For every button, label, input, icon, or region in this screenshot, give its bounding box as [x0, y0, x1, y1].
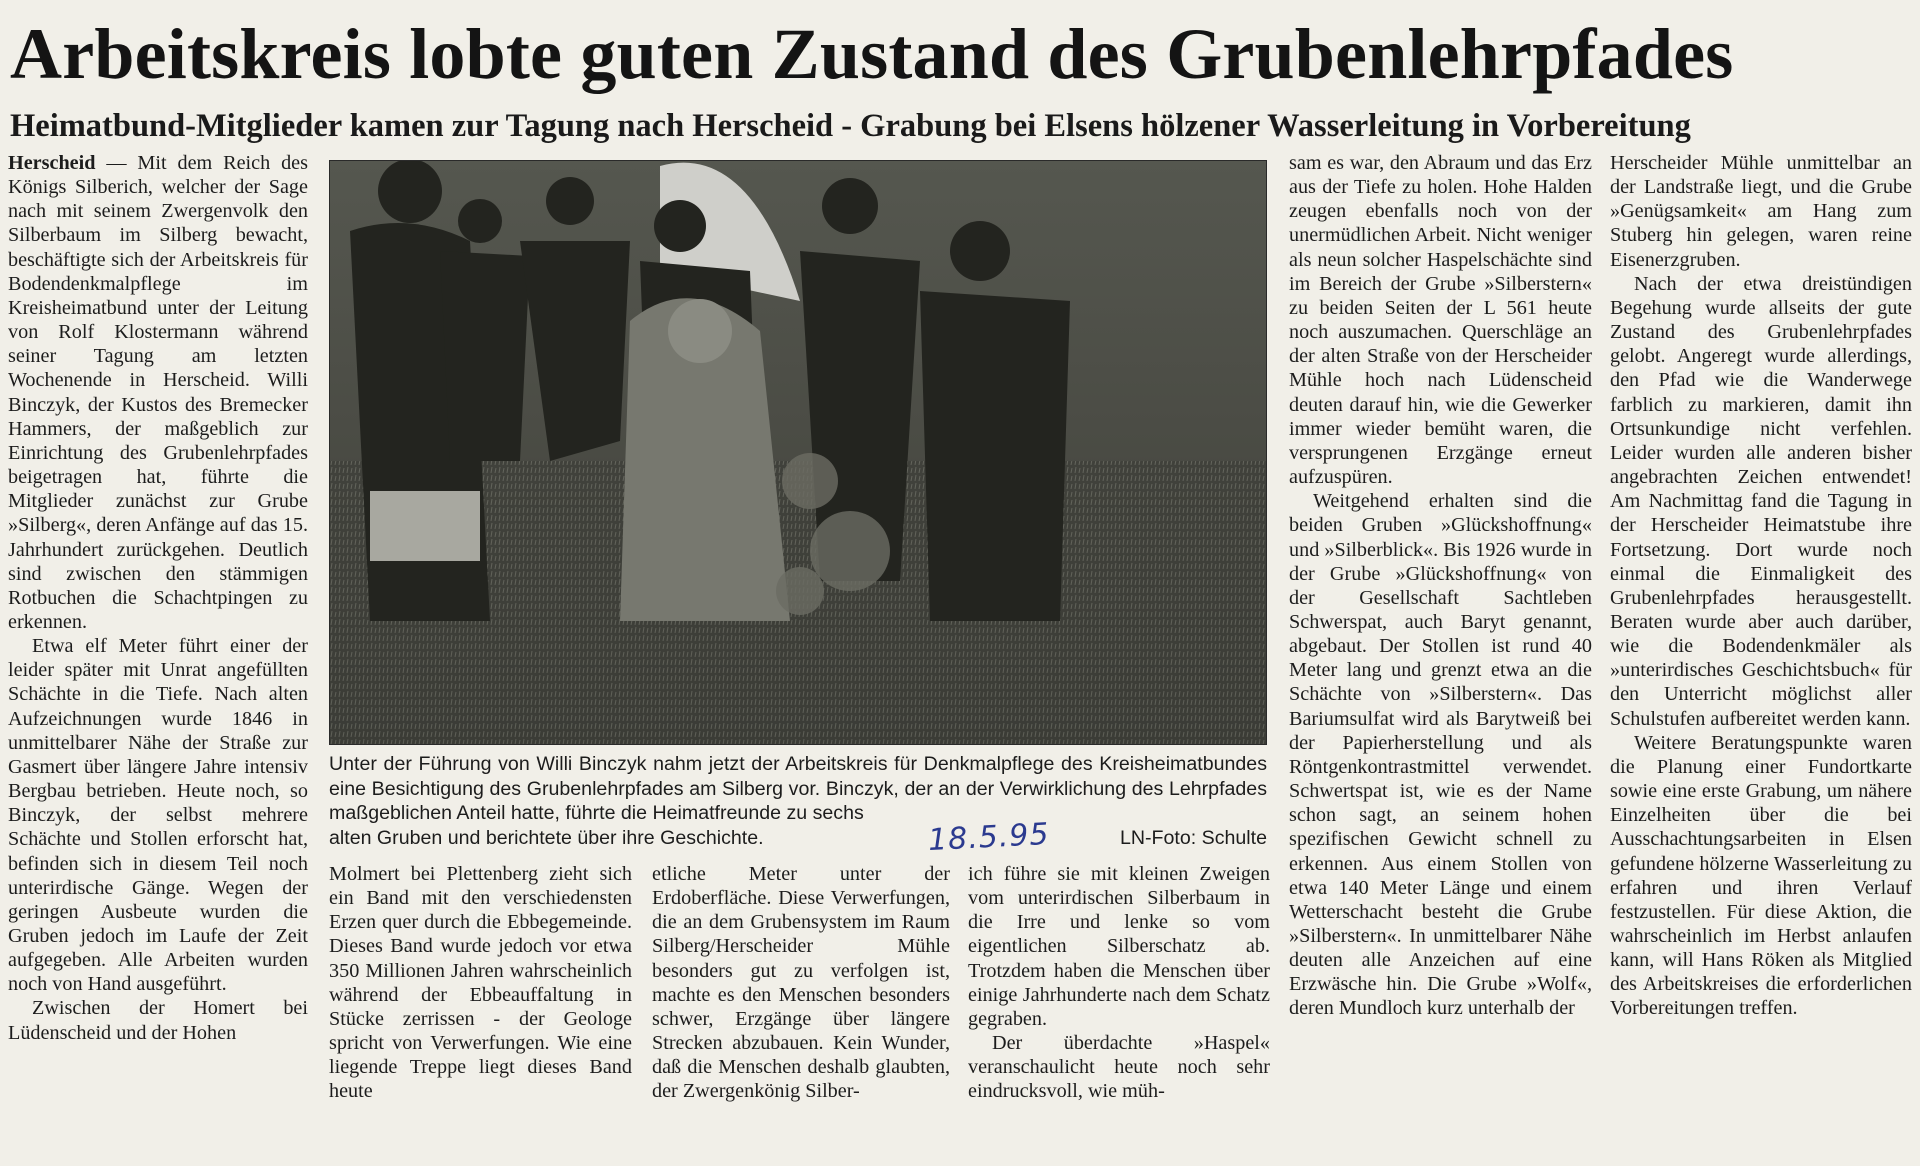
article-column-4	[968, 862, 1270, 1157]
group-photo-illustration	[330, 161, 1267, 745]
caption-last-line	[329, 826, 1267, 851]
caption-text: Unter der Führung von Willi Binczyk nahm jetzt der Arbeitskreis für Denkmalpflege des Kreisheimatbundes eine Besichtigung des Grubenlehrpfades am Silberg vor. Binczyk, der an der Verwirklichung des Lehrpfades maßgeblichen Anteil hatte, führte die Heimatfreunde zu sechs	[329, 753, 1267, 824]
dateline: Herscheid	[8, 152, 96, 174]
paragraph: Weitere Beratungspunkte waren die Planung einer Fundortkarte sowie eine erste Grabung, um nähere Einzelheiten über die bei Ausschachtungsarbeiten in Elsen gefundene hölzerne Wasserleitung zu erfahren und ihren Verlauf festzustellen. Für diese Aktion, die wahrscheinlich im Herbst anlaufen kann, will Hans Röken als Mitglied des Arbeitskreises die erforderlichen Vorbereitungen treffen.	[1610, 731, 1912, 1020]
paragraph-text: — Mit dem Reich des Königs Silberich, welcher der Sage nach mit seinem Zwergenvolk den Silberbaum im Silberg bewacht, beschäftigte sich der Arbeitskreis für Bodendenkmalpflege im Kreisheimatbund unter der Leitung von Rolf Klostermann während seiner Tagung am letzten Wochenende in Herscheid. Willi Binczyk, der Kustos des Bremecker Hammers, der maßgeblich zur Einrichtung des Grubenlehrpfades beigetragen hat, führte die Mitglieder zunächst zur Grube »Silberg«, deren Anfänge auf das 15. Jahrhundert zurückgehen. Deutlich sind zwischen den stämmigen Rotbuchen die Schachtpingen zu erkennen.	[8, 152, 308, 633]
paragraph: Zwischen der Homert bei Lüdenscheid und der Hohen	[8, 997, 308, 1044]
article-column-5	[1289, 151, 1592, 1146]
article-column-2	[329, 862, 632, 1157]
photo-caption	[329, 752, 1267, 850]
paragraph: Weitgehend erhalten sind die beiden Gruben »Glückshoffnung« und »Silberblick«. Bis 1926 wurde in der Grube »Glückshoffnung« von der Gesellschaft Sachtleben Schwerspat, auch Baryt genannt, abgebaut. Der Stollen ist rund 40 Meter lang und grenzt etwa an die Schächte von »Silberstern«. Das Bariumsulfat wird als Barytweiß bei der Papierherstellung und als Röntgenkontrastmittel verwendet. Schwertspat ist, wie es der Name schon sagt, an seinem hohen spezifischen Gewicht schnell zu erkennen. Aus einem Stollen von etwa 140 Meter Länge und einem Wetterschacht besteht die Grube »Silberstern«. In unmittelbarer Nähe deuten alle Anzeichen auf eine Erzwäsche hin. Die Grube »Wolf«, deren Mundloch kurz unterhalb der	[1289, 490, 1592, 1020]
paragraph: Etwa elf Meter führt einer der leider später mit Unrat angefüllten Schächte in die Tiefe. Nach alten Aufzeichnungen wurde 1846 in unmittelbarer Nähe der Straße zur Gasmert über längere Jahre intensiv Bergbau betrieben. Heute noch, so Binczyk, der selbst mehrere Schächte und Stollen erforscht hat, befinden sich in diesem Teil noch unterirdische Gänge. Wegen der geringen Ausbeute wurden die Gruben jedoch im Laufe der Zeit aufgegeben. Alle Arbeiten wurden noch von Hand ausgeführt.	[8, 635, 308, 996]
article-column-1	[8, 151, 308, 1146]
paragraph: Herscheider Mühle unmittelbar an der Landstraße liegt, und die Grube »Genügsamkeit« am Hang zum Stuberg hin gelegen, waren reine Eisenerzgruben.	[1610, 152, 1912, 271]
caption-text-end: alten Gruben und berichtete über ihre Geschichte.	[329, 826, 764, 849]
paragraph: Nach der etwa dreistündigen Begehung wurde allseits der gute Zustand des Grubenlehrpfades gelobt. Angeregt wurde allerdings, den Pfad wie die Wanderwege farblich zu markieren, damit ihn Ortsunkundige nicht verfehlen. Leider wurden alle anderen bisher angebrachten Zeichen entwendet! Am Nachmittag fand die Tagung in der Herscheider Heimatstube ihre Fortsetzung. Dort wurde noch einmal die Einmaligkeit des Grubenlehrpfades herausgestellt. Beraten wurde aber auch darüber, wie die Bodendenkmäler als »unterirdisches Geschichtsbuch« für den Unterricht möglichst aller Schulstufen aufbereitet werden kann.	[1610, 272, 1912, 730]
article-column-6	[1610, 151, 1912, 1146]
paragraph: ich führe sie mit kleinen Zweigen vom unterirdischen Silberbaum in die Irre und lenke so vom eigentlichen Silberschatz ab. Trotzdem haben die Menschen über einige Jahrhunderte nach dem Schatz gegraben.	[968, 863, 1270, 1030]
paragraph	[8, 151, 308, 634]
paragraph: Molmert bei Plettenberg zieht sich ein Band mit den verschiedensten Erzen quer durch die Ebbegemeinde. Dieses Band wurde jedoch vor etwa 350 Millionen Jahren wahrscheinlich während der Ebbeauffaltung in Stücke zerrissen - der Geologe spricht von Verwerfungen. Wie eine liegende Treppe liegt dieses Band heute	[329, 863, 632, 1103]
article-column-3	[652, 862, 950, 1157]
paragraph: sam es war, den Abraum und das Erz aus der Tiefe zu holen. Hohe Halden zeugen ebenfalls noch von der unermüdlichen Arbeit. Nicht weniger als neun solcher Haspelschächte sind im Bereich der Grube »Silberstern« zu beiden Seiten der L 561 heute noch auszumachen. Querschläge an der alten Straße von der Herscheider Mühle hoch nach Lüdenscheid deuten darauf hin, wie die Gewerker immer wieder bemüht waren, die versprungenen Erzgänge erneut aufzuspüren.	[1289, 152, 1592, 489]
photo-credit: LN-Foto: Schulte	[1119, 826, 1267, 849]
subheadline: Heimatbund-Mitglieder kamen zur Tagung nach Herscheid - Grabung bei Elsens hölzener Wasserleitung in Vorbereitung	[10, 108, 1691, 144]
handwritten-date: 18.5.95	[927, 816, 1051, 859]
headline: Arbeitskreis lobte guten Zustand des Grubenlehrpfades	[10, 14, 1734, 94]
paragraph: Der überdachte »Haspel« veranschaulicht heute noch sehr eindrucksvoll, wie müh-	[968, 1032, 1270, 1103]
news-photo	[329, 160, 1267, 745]
paragraph: etliche Meter unter der Erdoberfläche. Diese Verwerfungen, die an dem Grubensystem im Raum Silberg/Herscheider Mühle besonders gut zu verfolgen ist, machte es den Menschen besonders schwer, Erzgänge über längere Strecken abzubauen. Kein Wunder, daß die Menschen deshalb glaubten, der Zwergenkönig Silber-	[652, 863, 950, 1103]
